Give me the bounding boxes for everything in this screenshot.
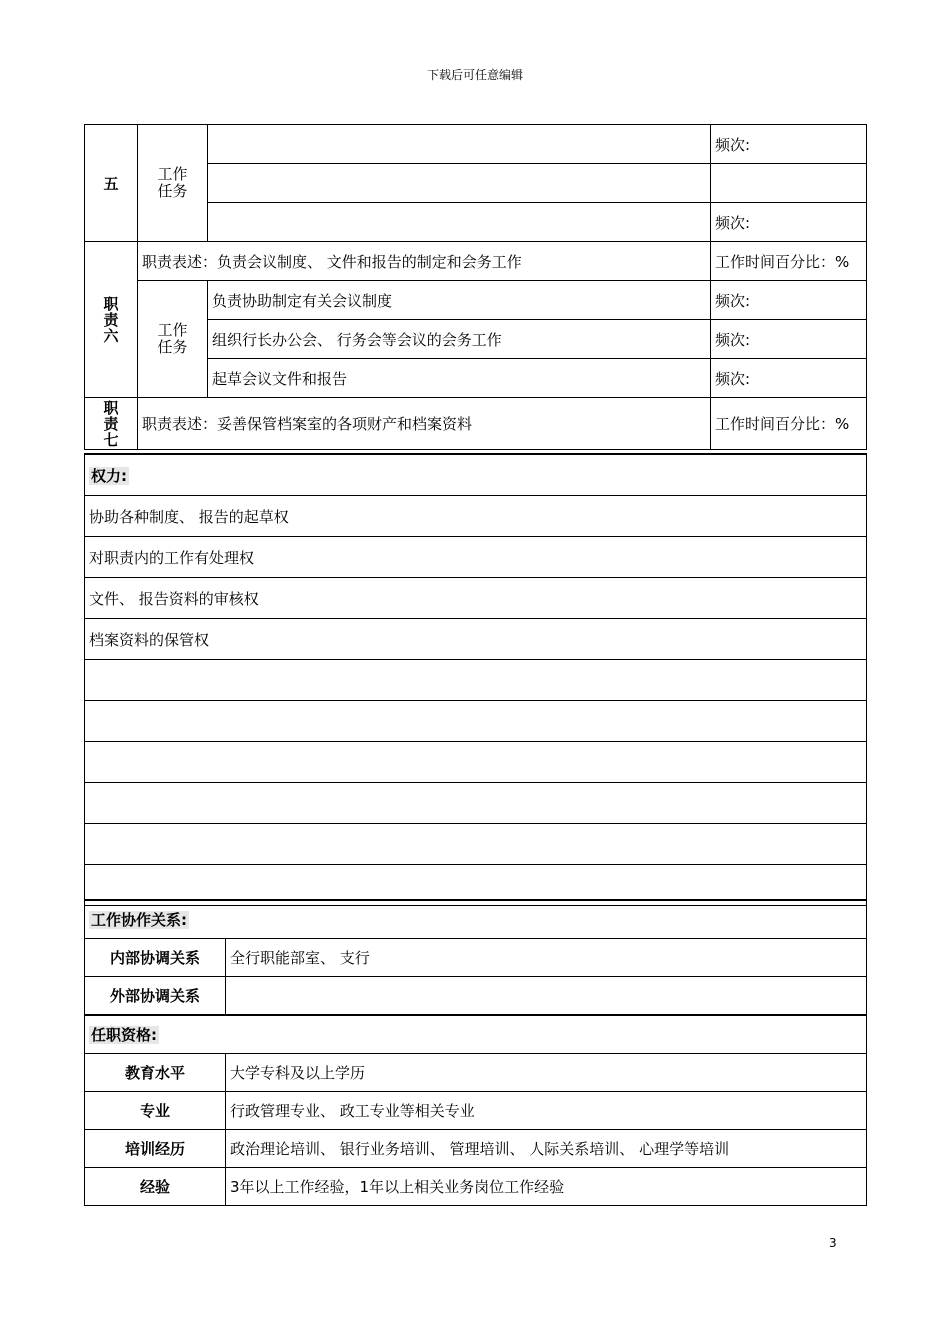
qualification-title: 任职资格: [85,1015,867,1054]
qualification-value-experience: 3年以上工作经验，1年以上相关业务岗位工作经验 [226,1168,867,1206]
duties-table [84,124,867,450]
power-title: 权力: [85,454,867,496]
power-item: 文件、 报告资料的审核权 [85,578,867,619]
header-note: 下载后可任意编辑 [426,68,523,82]
qualification-label-experience: 经验 [85,1168,226,1206]
duty6-freq-2: 频次: [711,320,867,359]
duty7-percent: 工作时间百分比：% [711,398,867,450]
cooperation-label-external: 外部协调关系 [85,977,226,1015]
page-number: 3 [829,1236,837,1250]
qualification-value-education: 大学专科及以上学历 [226,1054,867,1092]
duty6-task-3: 起草会议文件和报告 [208,359,711,398]
duty6-freq-1: 频次: [711,281,867,320]
power-item: 对职责内的工作有处理权 [85,537,867,578]
cooperation-value-internal: 全行职能部室、 支行 [226,939,867,977]
duty7-label: 职 责 七 [85,398,138,450]
power-item: 协助各种制度、 报告的起草权 [85,496,867,537]
power-item [85,824,867,865]
qualification-label-major: 专业 [85,1092,226,1130]
qualification-table [84,1014,867,1206]
duty6-percent: 工作时间百分比：% [711,242,867,281]
qualification-label-education: 教育水平 [85,1054,226,1092]
power-item [85,742,867,783]
duty5-task-label: 工作 任务 [138,125,208,242]
duty6-task-label: 工作 任务 [138,281,208,398]
duty5-task-2 [208,164,711,203]
duty5-freq-2 [711,164,867,203]
duty5-number: 五 [85,125,138,242]
power-item: 档案资料的保管权 [85,619,867,660]
power-item [85,783,867,824]
qualification-value-training: 政治理论培训、 银行业务培训、 管理培训、 人际关系培训、 心理学等培训 [226,1130,867,1168]
cooperation-table [84,899,867,1015]
duty7-description: 职责表述：妥善保管档案室的各项财产和档案资料 [138,398,711,450]
power-item [85,660,867,701]
cooperation-label-internal: 内部协调关系 [85,939,226,977]
duty5-task-3 [208,203,711,242]
duty5-task-1 [208,125,711,164]
cooperation-value-external [226,977,867,1015]
duty5-freq-3: 频次: [711,203,867,242]
power-table [84,453,867,906]
duty6-description: 职责表述：负责会议制度、 文件和报告的制定和会务工作 [138,242,711,281]
duty6-task-1: 负责协助制定有关会议制度 [208,281,711,320]
duty6-task-2: 组织行长办公会、 行务会等会议的会务工作 [208,320,711,359]
duty5-freq-1: 频次: [711,125,867,164]
qualification-label-training: 培训经历 [85,1130,226,1168]
duty6-label: 职 责 六 [85,242,138,398]
duty6-freq-3: 频次: [711,359,867,398]
cooperation-title: 工作协作关系: [85,900,867,939]
power-item [85,701,867,742]
qualification-value-major: 行政管理专业、 政工专业等相关专业 [226,1092,867,1130]
